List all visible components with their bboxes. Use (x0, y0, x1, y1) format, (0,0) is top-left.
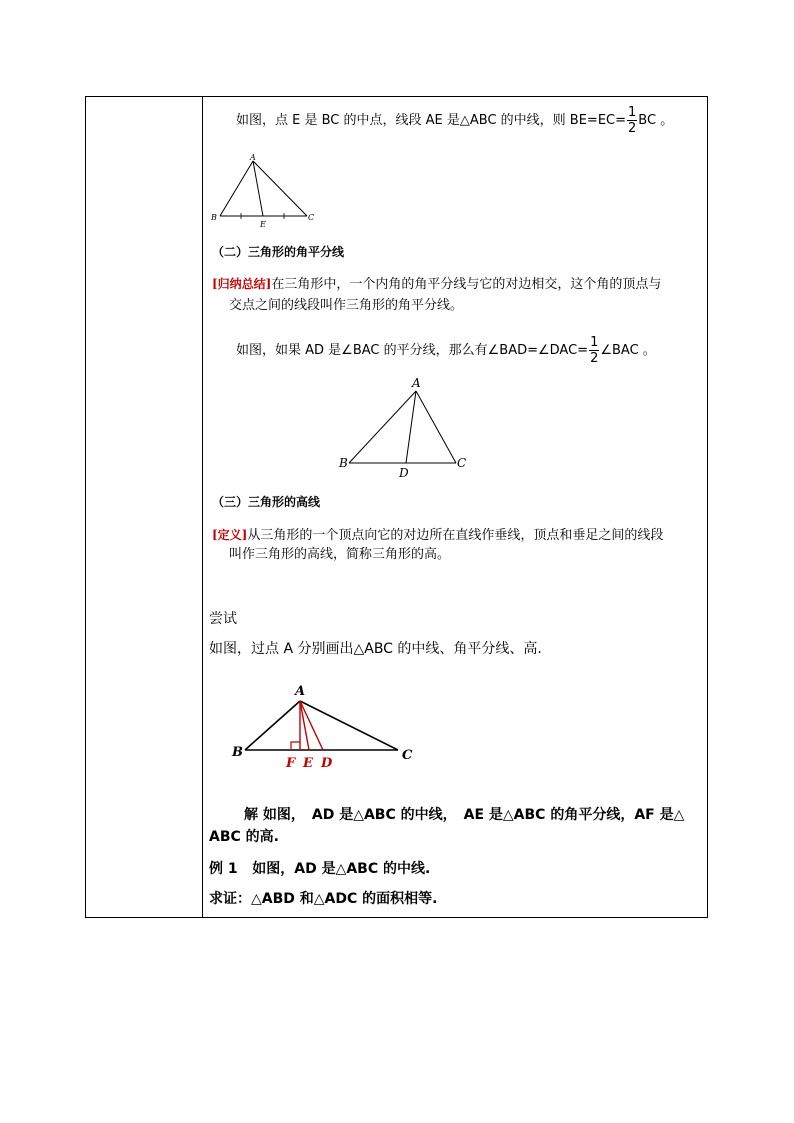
solution-line-1 (244, 805, 684, 825)
side-ab (349, 391, 416, 463)
label-c: C (402, 748, 413, 763)
label-f: F (286, 756, 296, 771)
bisector-paragraph (236, 335, 656, 366)
prove-statement: 求证：△ABD 和△ADC 的面积相等. (209, 891, 438, 907)
label-b: B (339, 456, 348, 470)
median-text-tail: BC 。 (638, 113, 674, 128)
label-a: A (295, 684, 306, 699)
label-e: E (303, 756, 313, 771)
side-ab (245, 701, 300, 750)
summary-tag: [归纳总结] (212, 277, 272, 291)
try-prompt: 如图，过点 A 分别画出△ABC 的中线、角平分线、高. (209, 641, 542, 657)
label-c: C (457, 456, 467, 470)
lesson-table (85, 96, 708, 918)
solution-line-2: ABC 的高. (209, 829, 279, 845)
bisector-text-tail: ∠BAC 。 (600, 343, 656, 358)
fraction-denominator: 2 (590, 351, 599, 366)
right-angle-mark (291, 742, 300, 750)
try-figure (220, 680, 420, 775)
label-a: A (412, 376, 421, 390)
example-text: 如图，AD 是△ABC 的中线. (252, 861, 431, 877)
definition-line-2: 叫作三角形的高线，简称三角形的高。 (229, 547, 451, 562)
solution-label: 解 (244, 807, 258, 823)
section-heading-altitude: （三）三角形的高线 (212, 495, 321, 509)
label-b: B (232, 745, 243, 760)
side-ac (416, 391, 456, 463)
median-figure (208, 152, 318, 232)
fraction-denominator: 2 (628, 121, 637, 136)
fraction (627, 105, 637, 136)
bisector-figure (336, 375, 486, 485)
fraction-numerator: 1 (590, 335, 599, 350)
example-1 (209, 859, 430, 879)
label-e: E (260, 220, 266, 229)
definition-text-1: 从三角形的一个顶点向它的对边所在直线作垂线，顶点和垂足之间的线段 (247, 528, 664, 543)
summary-line-2: 交点之间的线段叫作三角形的角平分线。 (229, 298, 464, 313)
content-cell (203, 97, 707, 917)
side-ab (220, 161, 253, 216)
example-label: 例 1 (209, 861, 238, 877)
bisector-ad (406, 391, 416, 463)
try-heading: 尝试 (209, 611, 237, 627)
label-b: B (211, 213, 217, 222)
fraction (589, 335, 599, 366)
bisector-ae (300, 701, 309, 750)
definition-line-1 (212, 525, 663, 546)
side-ac (300, 701, 398, 750)
median-text: 如图，点 E 是 BC 的中点，线段 AE 是△ABC 的中线，则 BE=EC= (236, 113, 627, 128)
bisector-text: 如图，如果 AD 是∠BAC 的平分线，那么有∠BAD=∠DAC= (236, 343, 589, 358)
summary-line-1 (212, 274, 661, 295)
summary-text-1: 在三角形中，一个内角的角平分线与它的对边相交，这个角的顶点与 (271, 277, 662, 292)
definition-tag: [定义] (212, 528, 248, 542)
label-a: A (250, 153, 256, 162)
fraction-numerator: 1 (628, 105, 637, 120)
label-d: D (399, 466, 409, 480)
solution-text-1: 如图， AD 是△ABC 的中线， AE 是△ABC 的角平分线，AF 是△ (262, 807, 685, 823)
label-d: D (321, 756, 333, 771)
median-paragraph (236, 105, 673, 136)
section-heading-bisector: （二）三角形的角平分线 (212, 245, 345, 259)
median-ad (300, 701, 323, 750)
label-c: C (308, 213, 315, 222)
